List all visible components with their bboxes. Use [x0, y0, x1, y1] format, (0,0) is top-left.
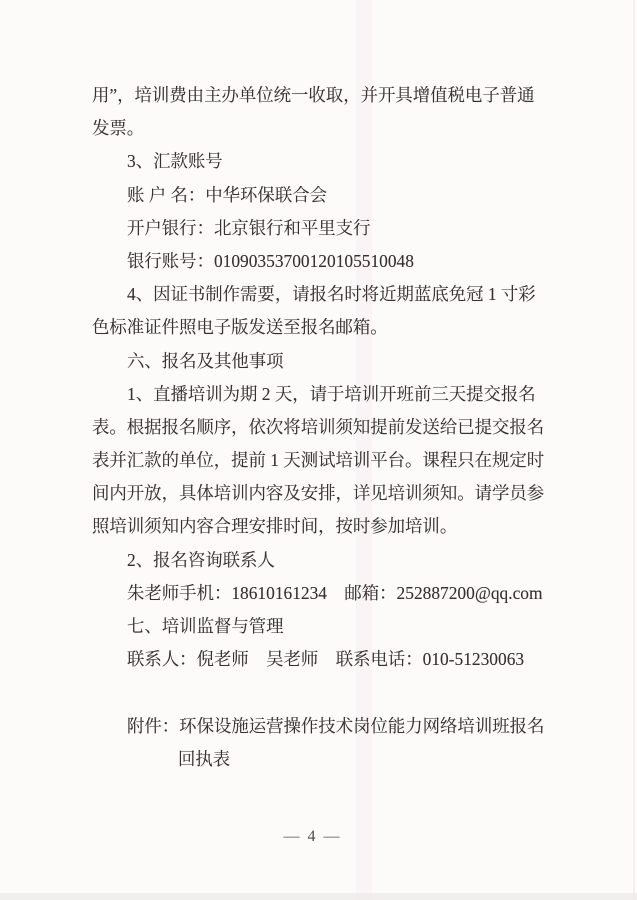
text-line: 色标准证件照电子版发送至报名邮箱。: [92, 317, 388, 338]
text-line: 发票。: [92, 118, 145, 139]
text-line: 1、直播培训为期 2 天，请于培训开班前三天提交报名: [127, 383, 536, 404]
text-line: 间内开放，具体培训内容及安排，详见培训须知。请学员参: [92, 483, 545, 504]
line-spacer: [92, 676, 607, 709]
text-line: 用”，培训费由主办单位统一收取，并开具增值税电子普通: [92, 85, 535, 105]
text-line: 4、因证书制作需要，请报名时将近期蓝底免冠 1 寸彩: [127, 284, 536, 305]
text-line: 六、报名及其他事项: [127, 350, 284, 371]
text-line: 附件：环保设施运营操作技术岗位能力网络培训班报名: [127, 715, 545, 736]
text-line: 表。根据报名顺序，依次将培训须知提前发送给已提交报名: [92, 416, 545, 437]
text-line: 开户银行：北京银行和平里支行: [127, 217, 371, 238]
scan-bottom-edge: [0, 893, 637, 900]
text-line: 七、培训监督与管理: [127, 616, 284, 636]
scan-right-edge: [633, 0, 635, 900]
text-line: 表并汇款的单位，提前 1 天测试培训平台。课程只在规定时: [92, 450, 545, 471]
text-line: 账 户 名：中华环保联合会: [127, 184, 327, 205]
text-line: 回执表: [178, 748, 231, 769]
text-line: 朱老师手机：18610161234 邮箱：252887200@qq.com: [127, 582, 543, 603]
text-line: 2、报名咨询联系人: [127, 549, 275, 570]
page-number: — 4 —: [283, 828, 342, 845]
document-content: [92, 79, 607, 776]
text-line: 联系人：倪老师 吴老师 联系电话：010-51230063: [127, 649, 525, 670]
text-line: 银行账号：01090353700120105510048: [127, 250, 414, 271]
text-line: 照培训须知内容合理安排时间，按时参加培训。: [92, 516, 458, 537]
text-line: 3、汇款账号: [127, 151, 223, 172]
